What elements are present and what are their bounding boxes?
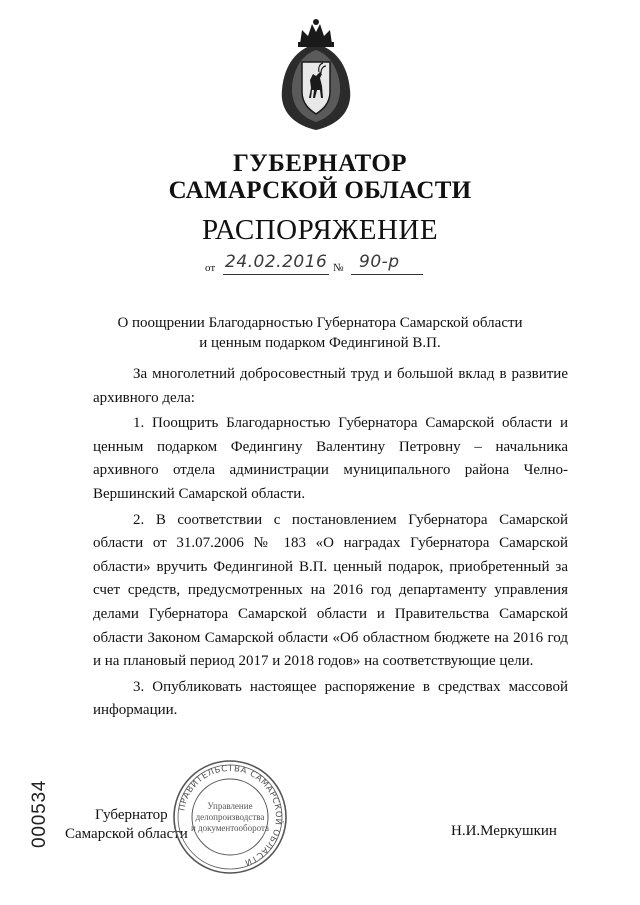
date-label: от [205, 262, 216, 274]
stamp-inner-line1: Управление [207, 801, 253, 811]
header-title-line2: САМАРСКОЙ ОБЛАСТИ [168, 177, 472, 204]
stamp-inner-line2: делопроизводства [195, 812, 265, 822]
registration-line [205, 254, 445, 278]
body-paragraph-1: 1. Поощрить Благодарностью Губернатора Самарской области и ценным подарком Федингину Валентину Петровну – начальника архивного отдела администрации муниципального района Челно-Вершинский Самарской области. [93, 415, 568, 502]
body-paragraph-intro: За многолетний добросовестный труд и большой вклад в развитие архивного дела: [93, 366, 568, 406]
samara-coat-of-arms-icon [276, 16, 356, 132]
serial-number: 000534 [29, 779, 50, 848]
subject-line2: и ценным подарком Федингиной В.П. [199, 335, 441, 351]
body-paragraph-2: 2. В соответствии с постановлением Губернатора Самарской области от 31.07.2006 № 183 «О наградах Губернатора Самарской области» вручить Федингиной В.П. ценный подарок, приобретенный за счет средств, предусмотренных на 2016 год департаменту управления делами Губернатора Самарской области и Правительства Самарской области Законом Самарской области «Об областном бюджете на 2016 год и на плановый период 2017 и 2018 годов» на соответствующие цели. [93, 511, 568, 670]
header-title-line1: ГУБЕРНАТОР [232, 150, 408, 177]
stamp-inner-line3: и документооборота [190, 823, 270, 833]
stamp-ring-text: ПРАВИТЕЛЬСТВА САМАРСКОЙ ОБЛАСТИ [177, 763, 284, 868]
number-label: № [333, 262, 344, 274]
signature-name: Н.И.Меркушкин [451, 823, 557, 839]
document-subject [60, 313, 580, 353]
date-value: 24.02.2016 [225, 252, 328, 272]
signature-title-line2: Самарской области [65, 826, 188, 842]
number-underline [351, 274, 423, 275]
subject-line1: О поощрении Благодарностью Губернатора Самарской области [117, 315, 523, 331]
document-body [93, 363, 568, 725]
round-seal-icon [170, 757, 290, 877]
body-paragraph-3: 3. Опубликовать настоящее распоряжение в средствах массовой информации. [93, 678, 568, 719]
number-value: 90-р [359, 252, 400, 272]
date-underline [223, 274, 329, 275]
signature-title-line1: Губернатор [95, 807, 168, 823]
document-type: РАСПОРЯЖЕНИЕ [201, 214, 439, 246]
